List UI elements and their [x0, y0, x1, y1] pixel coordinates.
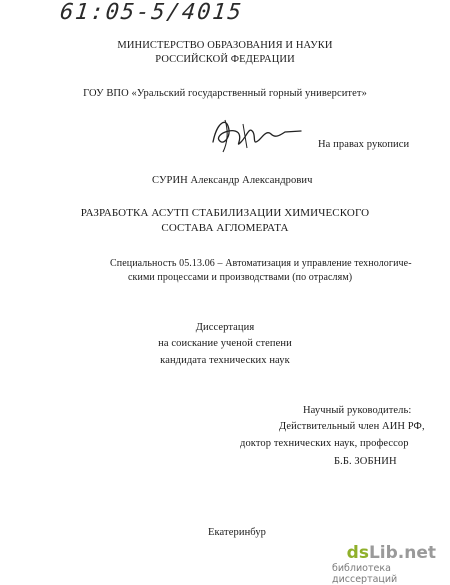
supervisor-name: Б.Б. ЗОБНИН [334, 456, 397, 467]
specialty-line-2: скими процессами и производствами (по отраслям) [128, 272, 353, 283]
dslib-brand-ds: ds [346, 543, 369, 563]
dissertation-label: Диссертация [195, 322, 255, 333]
dslib-subtitle: библиотека диссертаций [332, 563, 398, 585]
ministry-line-1: МИНИСТЕРСТВО ОБРАЗОВАНИЯ И НАУКИ [117, 40, 333, 51]
degree-line: на соискание ученой степени [158, 338, 292, 349]
dissertation-title-line-1: РАЗРАБОТКА АСУТП СТАБИЛИЗАЦИИ ХИМИЧЕСКОГО [80, 207, 370, 219]
dissertation-title-line-2: СОСТАВА АГЛОМЕРАТА [161, 222, 289, 234]
ministry-line-2: РОССИЙСКОЙ ФЕДЕРАЦИИ [155, 54, 295, 65]
degree-field-line: кандидата технических наук [160, 355, 290, 366]
archive-number-stamp: 61:05-5/4015 [58, 0, 245, 25]
supervisor-heading: Научный руководитель: [303, 405, 412, 416]
manuscript-rights-note: На правах рукописи [318, 139, 410, 150]
university-name: ГОУ ВПО «Уральский государственный горный университет» [83, 88, 367, 99]
dslib-brand [347, 543, 436, 563]
dslib-watermark-logo [332, 543, 440, 585]
supervisor-membership: Действительный член АИН РФ, [279, 421, 425, 432]
author-name: СУРИН Александр Александрович [152, 175, 313, 186]
supervisor-degree: доктор технических наук, профессор [240, 438, 409, 449]
handwritten-signature [205, 112, 305, 154]
specialty-line-1: Специальность 05.13.06 – Автоматизация и управление технологиче- [110, 258, 412, 269]
dslib-brand-rest: Lib.net [368, 543, 436, 563]
city-name: Екатеринбур [208, 527, 267, 538]
